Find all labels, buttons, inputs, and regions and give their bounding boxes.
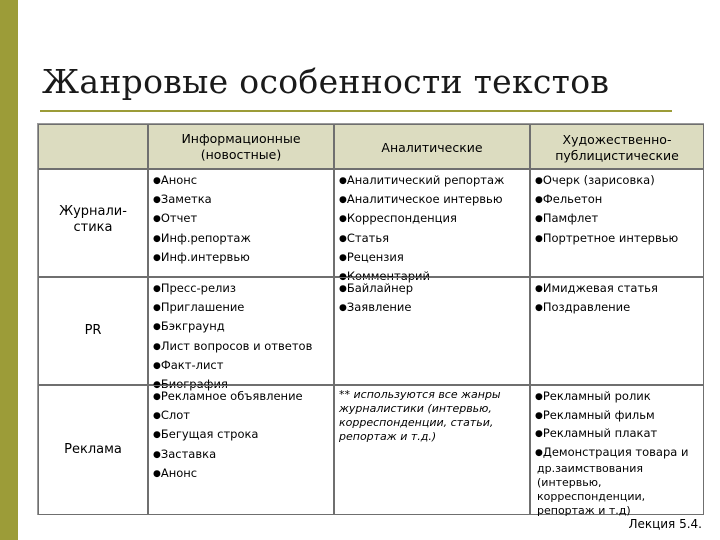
bullet-icon: ● bbox=[153, 430, 161, 441]
bullet-icon: ● bbox=[339, 252, 347, 263]
row-label-journalism-line1: Журнали- bbox=[59, 204, 127, 219]
header-info-line2: (новостные) bbox=[200, 147, 282, 162]
row-label-pr-line1: PR bbox=[84, 323, 102, 338]
list-pr-info bbox=[149, 278, 333, 395]
list-item: ●Анонс bbox=[153, 465, 198, 480]
list-item: ●Демонстрация товара и bbox=[535, 444, 689, 459]
cell-pr-artistic bbox=[530, 277, 704, 385]
list-item: ●Биография bbox=[153, 377, 228, 392]
header-info-line1: Информационные bbox=[181, 131, 301, 146]
cell-journalism-analytic bbox=[334, 169, 530, 284]
list-item: ●Слот bbox=[153, 408, 190, 423]
left-accent-bar bbox=[0, 0, 18, 540]
header-info bbox=[148, 124, 334, 169]
list-item: ●Рекламное объявление bbox=[153, 389, 303, 403]
list-item: ●Заставка bbox=[153, 446, 217, 461]
list-item: ●Заявление bbox=[339, 300, 412, 315]
title-underline bbox=[40, 110, 672, 112]
row-label-journalism bbox=[38, 169, 148, 277]
bullet-icon: ● bbox=[535, 447, 543, 458]
continuation-line: (интервью, bbox=[537, 476, 602, 489]
header-corner bbox=[38, 124, 148, 169]
list-pr-artistic bbox=[531, 278, 703, 318]
bullet-icon: ● bbox=[535, 233, 543, 244]
bullet-icon: ● bbox=[339, 284, 347, 294]
header-artistic-line2: публицистические bbox=[555, 148, 679, 163]
list-item: ●Рекламный фильм bbox=[535, 407, 655, 422]
list-advertising-artistic bbox=[531, 386, 703, 462]
bullet-icon: ● bbox=[339, 195, 347, 206]
header-artistic bbox=[530, 124, 704, 169]
bullet-icon: ● bbox=[535, 392, 543, 402]
bullet-icon: ● bbox=[153, 252, 161, 263]
bullet-icon: ● bbox=[153, 322, 161, 333]
list-item: ●Памфлет bbox=[535, 211, 599, 226]
list-item: ●Пресс-релиз bbox=[153, 281, 236, 295]
list-item: ●Лист вопросов и ответов bbox=[153, 338, 313, 353]
bullet-icon: ● bbox=[339, 214, 347, 225]
bullet-icon: ● bbox=[153, 360, 161, 371]
advertising-analytic-note: ** используются все жанры журналистики (интервью, корреспонденции, статьи, репортаж и т.д.) bbox=[339, 388, 501, 443]
list-item: ●Комментарий bbox=[339, 269, 430, 284]
list-item: ●Очерк (зарисовка) bbox=[535, 173, 655, 187]
list-journalism-artistic bbox=[531, 170, 703, 249]
list-pr-analytic bbox=[335, 278, 529, 318]
bullet-icon: ● bbox=[339, 303, 347, 314]
bullet-icon: ● bbox=[535, 429, 543, 439]
continuation-line: репортаж и т.д) bbox=[537, 504, 631, 517]
list-journalism-info bbox=[149, 170, 333, 268]
list-item: ●Фельетон bbox=[535, 192, 603, 207]
list-item: ●Поздравление bbox=[535, 300, 631, 315]
continuation-line: корреспонденции, bbox=[537, 490, 646, 503]
cell-journalism-artistic bbox=[530, 169, 704, 277]
bullet-icon: ● bbox=[153, 195, 161, 206]
list-item: ●Анонс bbox=[153, 173, 198, 187]
cell-pr-info bbox=[148, 277, 334, 392]
header-analytic-line1: Аналитические bbox=[381, 140, 483, 155]
cell-advertising-analytic bbox=[334, 385, 530, 515]
bullet-icon: ● bbox=[153, 380, 161, 391]
cell-advertising-info bbox=[148, 385, 334, 515]
list-item: ●Отчет bbox=[153, 211, 198, 226]
bullet-icon: ● bbox=[153, 341, 161, 352]
continuation-line: др.заимствования bbox=[537, 462, 643, 475]
bullet-icon: ● bbox=[153, 233, 161, 244]
bullet-icon: ● bbox=[535, 176, 543, 186]
list-item: ●Рекламный ролик bbox=[535, 389, 651, 403]
bullet-icon: ● bbox=[153, 284, 161, 294]
bullet-icon: ● bbox=[535, 410, 543, 421]
row-label-journalism-line2: стика bbox=[73, 220, 113, 235]
list-item: ●Байлайнер bbox=[339, 281, 414, 295]
list-item: ●Факт-лист bbox=[153, 357, 224, 372]
header-analytic bbox=[334, 124, 530, 169]
bullet-icon: ● bbox=[153, 468, 161, 479]
bullet-icon: ● bbox=[153, 176, 161, 186]
list-item: ●Рецензия bbox=[339, 249, 404, 264]
bullet-icon: ● bbox=[153, 214, 161, 225]
bullet-icon: ● bbox=[339, 272, 347, 283]
list-journalism-analytic bbox=[335, 170, 529, 287]
list-item: ●Портретное интервью bbox=[535, 230, 679, 245]
header-artistic-line1: Художественно- bbox=[562, 132, 672, 147]
slide-title: Жанровые особенности текстов bbox=[42, 62, 610, 101]
row-label-advertising bbox=[38, 385, 148, 515]
bullet-icon: ● bbox=[153, 303, 161, 314]
row-label-advertising-line1: Реклама bbox=[64, 442, 122, 457]
list-item: ●Аналитический репортаж bbox=[339, 173, 505, 187]
bullet-icon: ● bbox=[535, 195, 543, 206]
cell-advertising-artistic bbox=[530, 385, 704, 515]
bullet-icon: ● bbox=[153, 392, 161, 402]
list-item: ●Имиджевая статья bbox=[535, 281, 658, 295]
list-item: ●Бэкграунд bbox=[153, 319, 225, 334]
list-item: ●Рекламный плакат bbox=[535, 426, 658, 440]
bullet-icon: ● bbox=[153, 411, 161, 422]
list-item: ●Инф.интервью bbox=[153, 249, 250, 264]
bullet-icon: ● bbox=[339, 233, 347, 244]
bullet-icon: ● bbox=[535, 303, 543, 314]
bullet-icon: ● bbox=[535, 214, 543, 225]
list-item: ●Заметка bbox=[153, 192, 212, 207]
bullet-icon: ● bbox=[153, 449, 161, 460]
row-label-pr bbox=[38, 277, 148, 385]
bullet-icon: ● bbox=[535, 284, 543, 294]
list-item: ●Аналитическое интервью bbox=[339, 192, 503, 207]
list-advertising-info bbox=[149, 386, 333, 484]
list-item: ●Приглашение bbox=[153, 300, 245, 315]
cell-journalism-info bbox=[148, 169, 334, 277]
list-item: ●Корреспонденция bbox=[339, 211, 457, 226]
genre-table bbox=[37, 123, 704, 515]
list-item: ●Бегущая строка bbox=[153, 427, 259, 442]
list-item: ●Инф.репортаж bbox=[153, 230, 251, 245]
bullet-icon: ● bbox=[339, 176, 347, 186]
list-item: ●Статья bbox=[339, 230, 390, 245]
lecture-label: Лекция 5.4. bbox=[628, 517, 702, 531]
cell-pr-analytic bbox=[334, 277, 530, 385]
